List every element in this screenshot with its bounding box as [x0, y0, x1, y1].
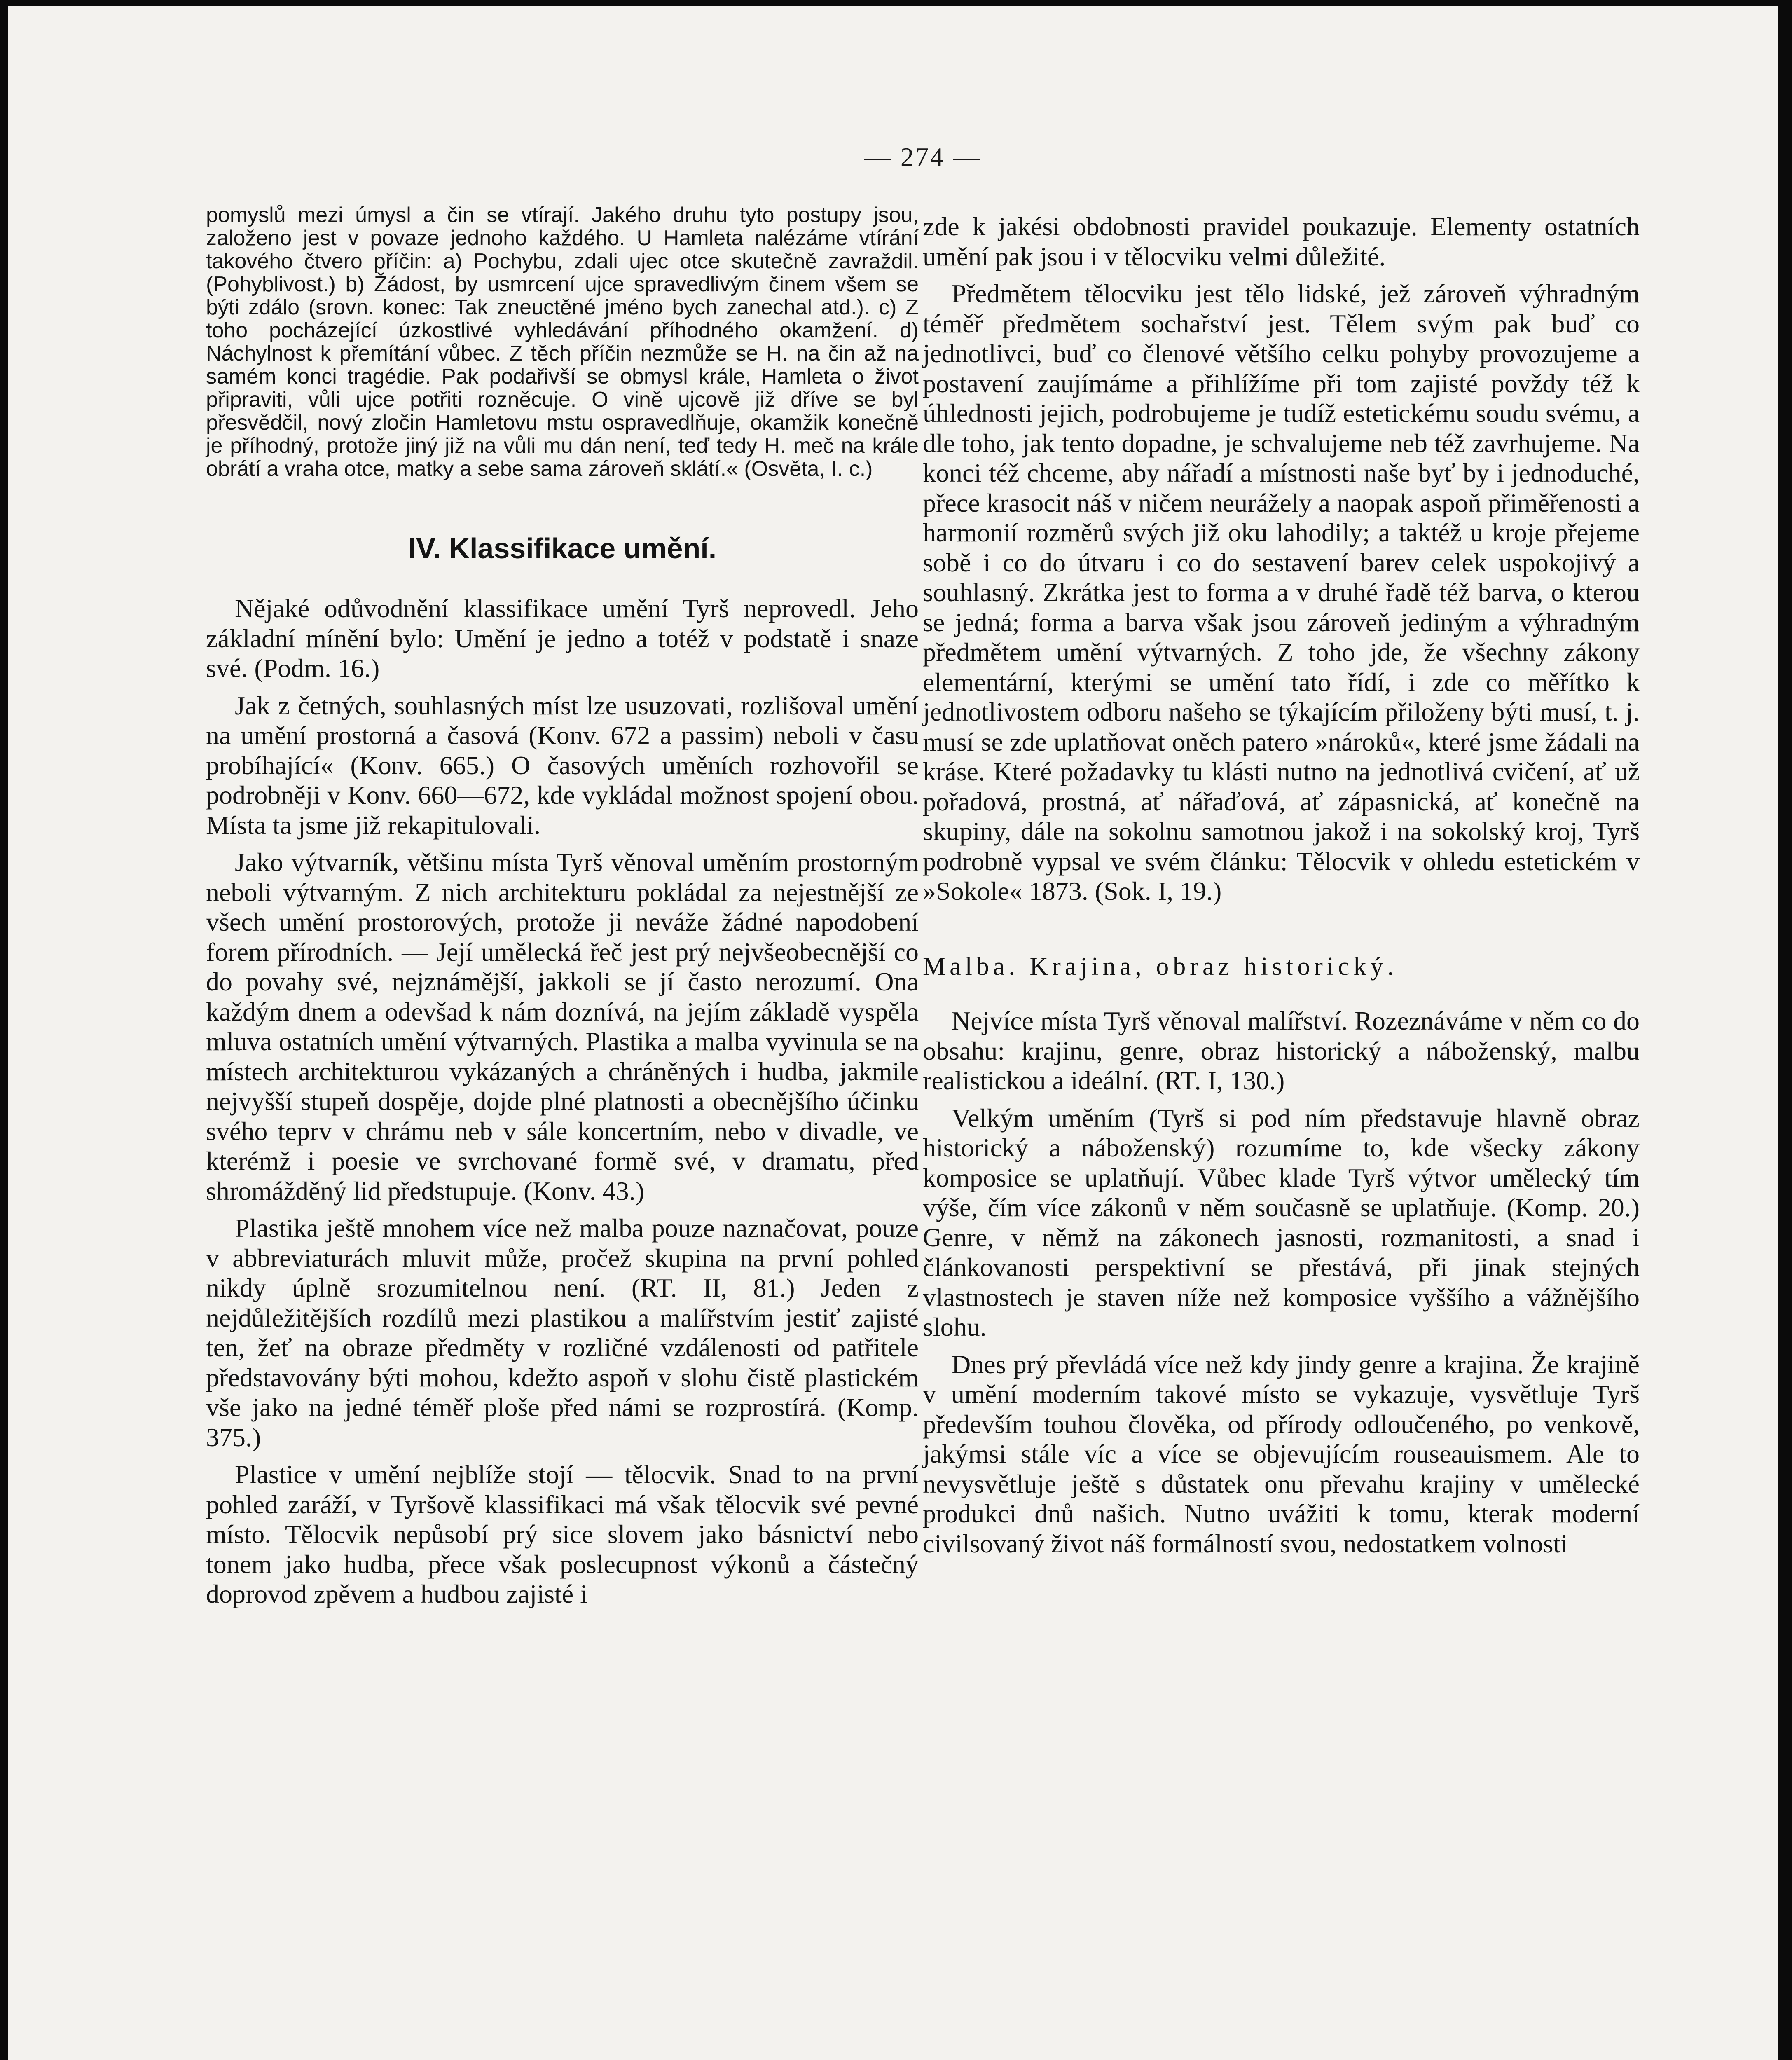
paragraph: Plastika ještě mnohem více než malba pouze naznačovat, pouze v abbreviaturách mluvit může, pročež skupina na první pohled nikdy úplně srozumitelnou není. (RT. II, 81.) Jeden z nejdůležitějších rozdílů mezi plastikou a malířstvím jestiť zajisté ten, žeť na obraze předměty v rozličné vzdálenosti od patřitele představovány býti mohou, kdežto aspoň v slohu čistě plastickém vše jako na jedné téměř ploše před námi se rozprostírá. (Komp. 375.) — [206, 1213, 919, 1452]
paragraph: Jak z četných, souhlasných míst lze usuzovati, rozlišoval umění na umění prostorná a časová (Konv. 672 a passim) neboli v času probíhající« (Konv. 665.) O časových uměních rozhovořil se podrobněji v Konv. 660—672, kde vykládal možnost spojení obou. Místa ta jsme již rekapitulovali. — [206, 691, 919, 840]
paragraph: Plastice v umění nejblíže stojí — tělocvik. Snad to na první pohled zaráží, v Tyršově klassifikaci má však tělocvik své pevné místo. Tělocvik nepůsobí prý sice slovem jako básnictví nebo tonem jako hudba, přece však poslecupnost výkonů a částečný doprovod zpěvem a hudbou zajisté i — [206, 1460, 919, 1608]
section-heading: IV. Klassifikace umění. — [408, 532, 717, 564]
paragraph: Nějaké odůvodnění klassifikace umění Tyrš neprovedl. Jeho základní mínění bylo: Umění je jedno a totéž v podstatě i snaze své. (Podm. 16.) — [206, 594, 919, 683]
right-column — [923, 212, 1640, 1566]
paragraph: Jako výtvarník, většinu místa Tyrš věnoval uměním prostorným neboli výtvarným. Z nich architekturu pokládal za nejestnější ze všech umění prostorových, protože ji neváže žádné napodobení forem přírodních. — Její umělecká řeč jest prý nejvšeobecnější co do povahy své, nejznámější, jakkoli se jí často nerozumí. Ona každým dnem a odevšad k nám doznívá, na jejím základě vyspěla mluva ostatních umění výtvarných. Plastika a malba vyvinula se na místech architekturou vykázaných a chráněných i hudba, jakmile nejvyšší stupeň dospěje, dojde plné platnosti a obecnějšího účinku svého teprv v chrámu neb v sále koncertním, nebo v divadle, ve kterémž i poesie ve svrchované formě své, v dramatu, před shromážděný lid předstupuje. (Konv. 43.) — [206, 847, 919, 1206]
subsection-heading: Malba. Krajina, obraz historický. — [923, 952, 1398, 981]
hamlet-quote: pomyslů mezi úmysl a čin se vtírají. Jakého druhu tyto postupy jsou, založeno jest v povaze jednoho každého. U Hamleta nalézáme vtírání takového čtvero příčin: a) Pochybu, zdali ujec otce skutečně zavraždil. (Pohyblivost.) b) Žádost, by usmrcení ujce spravedlivým činem všem se býti zdálo (srovn. konec: Tak zneuctěné jméno bych zanechal atd.). c) Z toho pocházející úzkostlivé vyhledávání příhodného okamžení. d) Náchylnost k přemítání vůbec. Z těch příčin nezmůže se H. na čin až na samém konci tragédie. Pak podařivší se obmysl krále, Hamleta o život připraviti, vůli ujce potřiti rozněcuje. O vině ujcově již dříve se byl přesvědčil, nový zločin Hamletovu mstu ospravedlňuje, okamžik konečně je příhodný, protože jiný již na vůli mu dán není, teď tedy H. meč na krále obrátí a vraha otce, matky a sebe sama zároveň sklátí.« (Osvěta, I. c.) — [206, 203, 919, 481]
left-column — [206, 204, 919, 1617]
paragraph: Předmětem tělocviku jest tělo lidské, jež zároveň výhradným téměř předmětem sochařství jest. Tělem svým pak buď co jednotlivci, buď co členové většího celku pohyby provozujeme a postavení zaujímáme a přihlížíme při tom zajisté povždy též k úhlednosti jejich, podrobujeme je tudíž estetickému soudu svému, a dle toho, jak tento dopadne, je schvalujeme neb též zavrhujeme. Na konci též chceme, aby nářadí a místnosti naše byť by i jednoduché, přece krasocit náš v ničem neurážely a naopak aspoň přiměřenosti a harmonií rozměrů svých již oku lahodily; a taktéž u kroje přejeme sobě i co do útvaru i co do sestavení barev celek uspokojivý a souhlasný. Zkrátka jest to forma a v druhé řadě též barva, o kterou se jedná; forma a barva však jsou zároveň jediným a výhradným předmětem umění výtvarných. Z toho jde, že všechny zákony elementární, kterými se umění tato řídí, i zde co měřítko k jednotlivostem odboru našeho se týkajícím přiloženy býti musí, t. j. musí se zde uplatňovat oněch patero »nároků«, které jsme žádali na kráse. Které požadavky tu klásti nutno na jednotlivá cvičení, ať už pořadová, prostná, ať nářaďová, ať zápasnická, ať konečně na skupiny, dále na sokolnu samotnou jakož i na sokolský kroj, Tyrš podrobně vypsal ve svém článku: Tělocvik v ohledu estetickém v »Sokole« 1873. (Sok. I, 19.) — [923, 279, 1640, 906]
paragraph: Velkým uměním (Tyrš si pod ním představuje hlavně obraz historický a náboženský) rozumíme to, kde všecky zákony komposice se uplatňují. Vůbec klade Tyrš výtvor umělecký tím výše, čím více zákonů v něm současně se uplatňuje. (Komp. 20.) Genre, v němž na zákonech jasnosti, rozmanitosti, a snad i článkovanosti perspektivní se přestává, při jinak stejných vlastnostech je staven níže než komposice vyššího a vážnějšího slohu. — [923, 1103, 1640, 1341]
paragraph: Nejvíce místa Tyrš věnoval malířství. Rozeznáváme v něm co do obsahu: krajinu, genre, obraz historický a náboženský, malbu realistickou a ideální. (RT. I, 130.) — [923, 1006, 1640, 1095]
page-number: — 274 — — [864, 142, 981, 171]
paragraph: zde k jakési obdobnosti pravidel poukazuje. Elementy ostatních umění pak jsou i v tělocviku velmi důležité. — [923, 212, 1640, 271]
paragraph: Dnes prý převládá více než kdy jindy genre a krajina. Že krajině v umění moderním takové místo se vykazuje, vysvětluje Tyrš především touhou člověka, od přírody odloučeného, po venkově, jakýmsi stále víc a více se objevujícím rouseauismem. Ale to nevysvětluje ještě s důstatek onu převahu krajiny v umělecké produkci dnů našich. Nutno uvážiti k tomu, kterak moderní civilsovaný život náš formálností svou, nedostatkem volnosti — [923, 1349, 1640, 1558]
book-page — [8, 6, 1778, 2060]
